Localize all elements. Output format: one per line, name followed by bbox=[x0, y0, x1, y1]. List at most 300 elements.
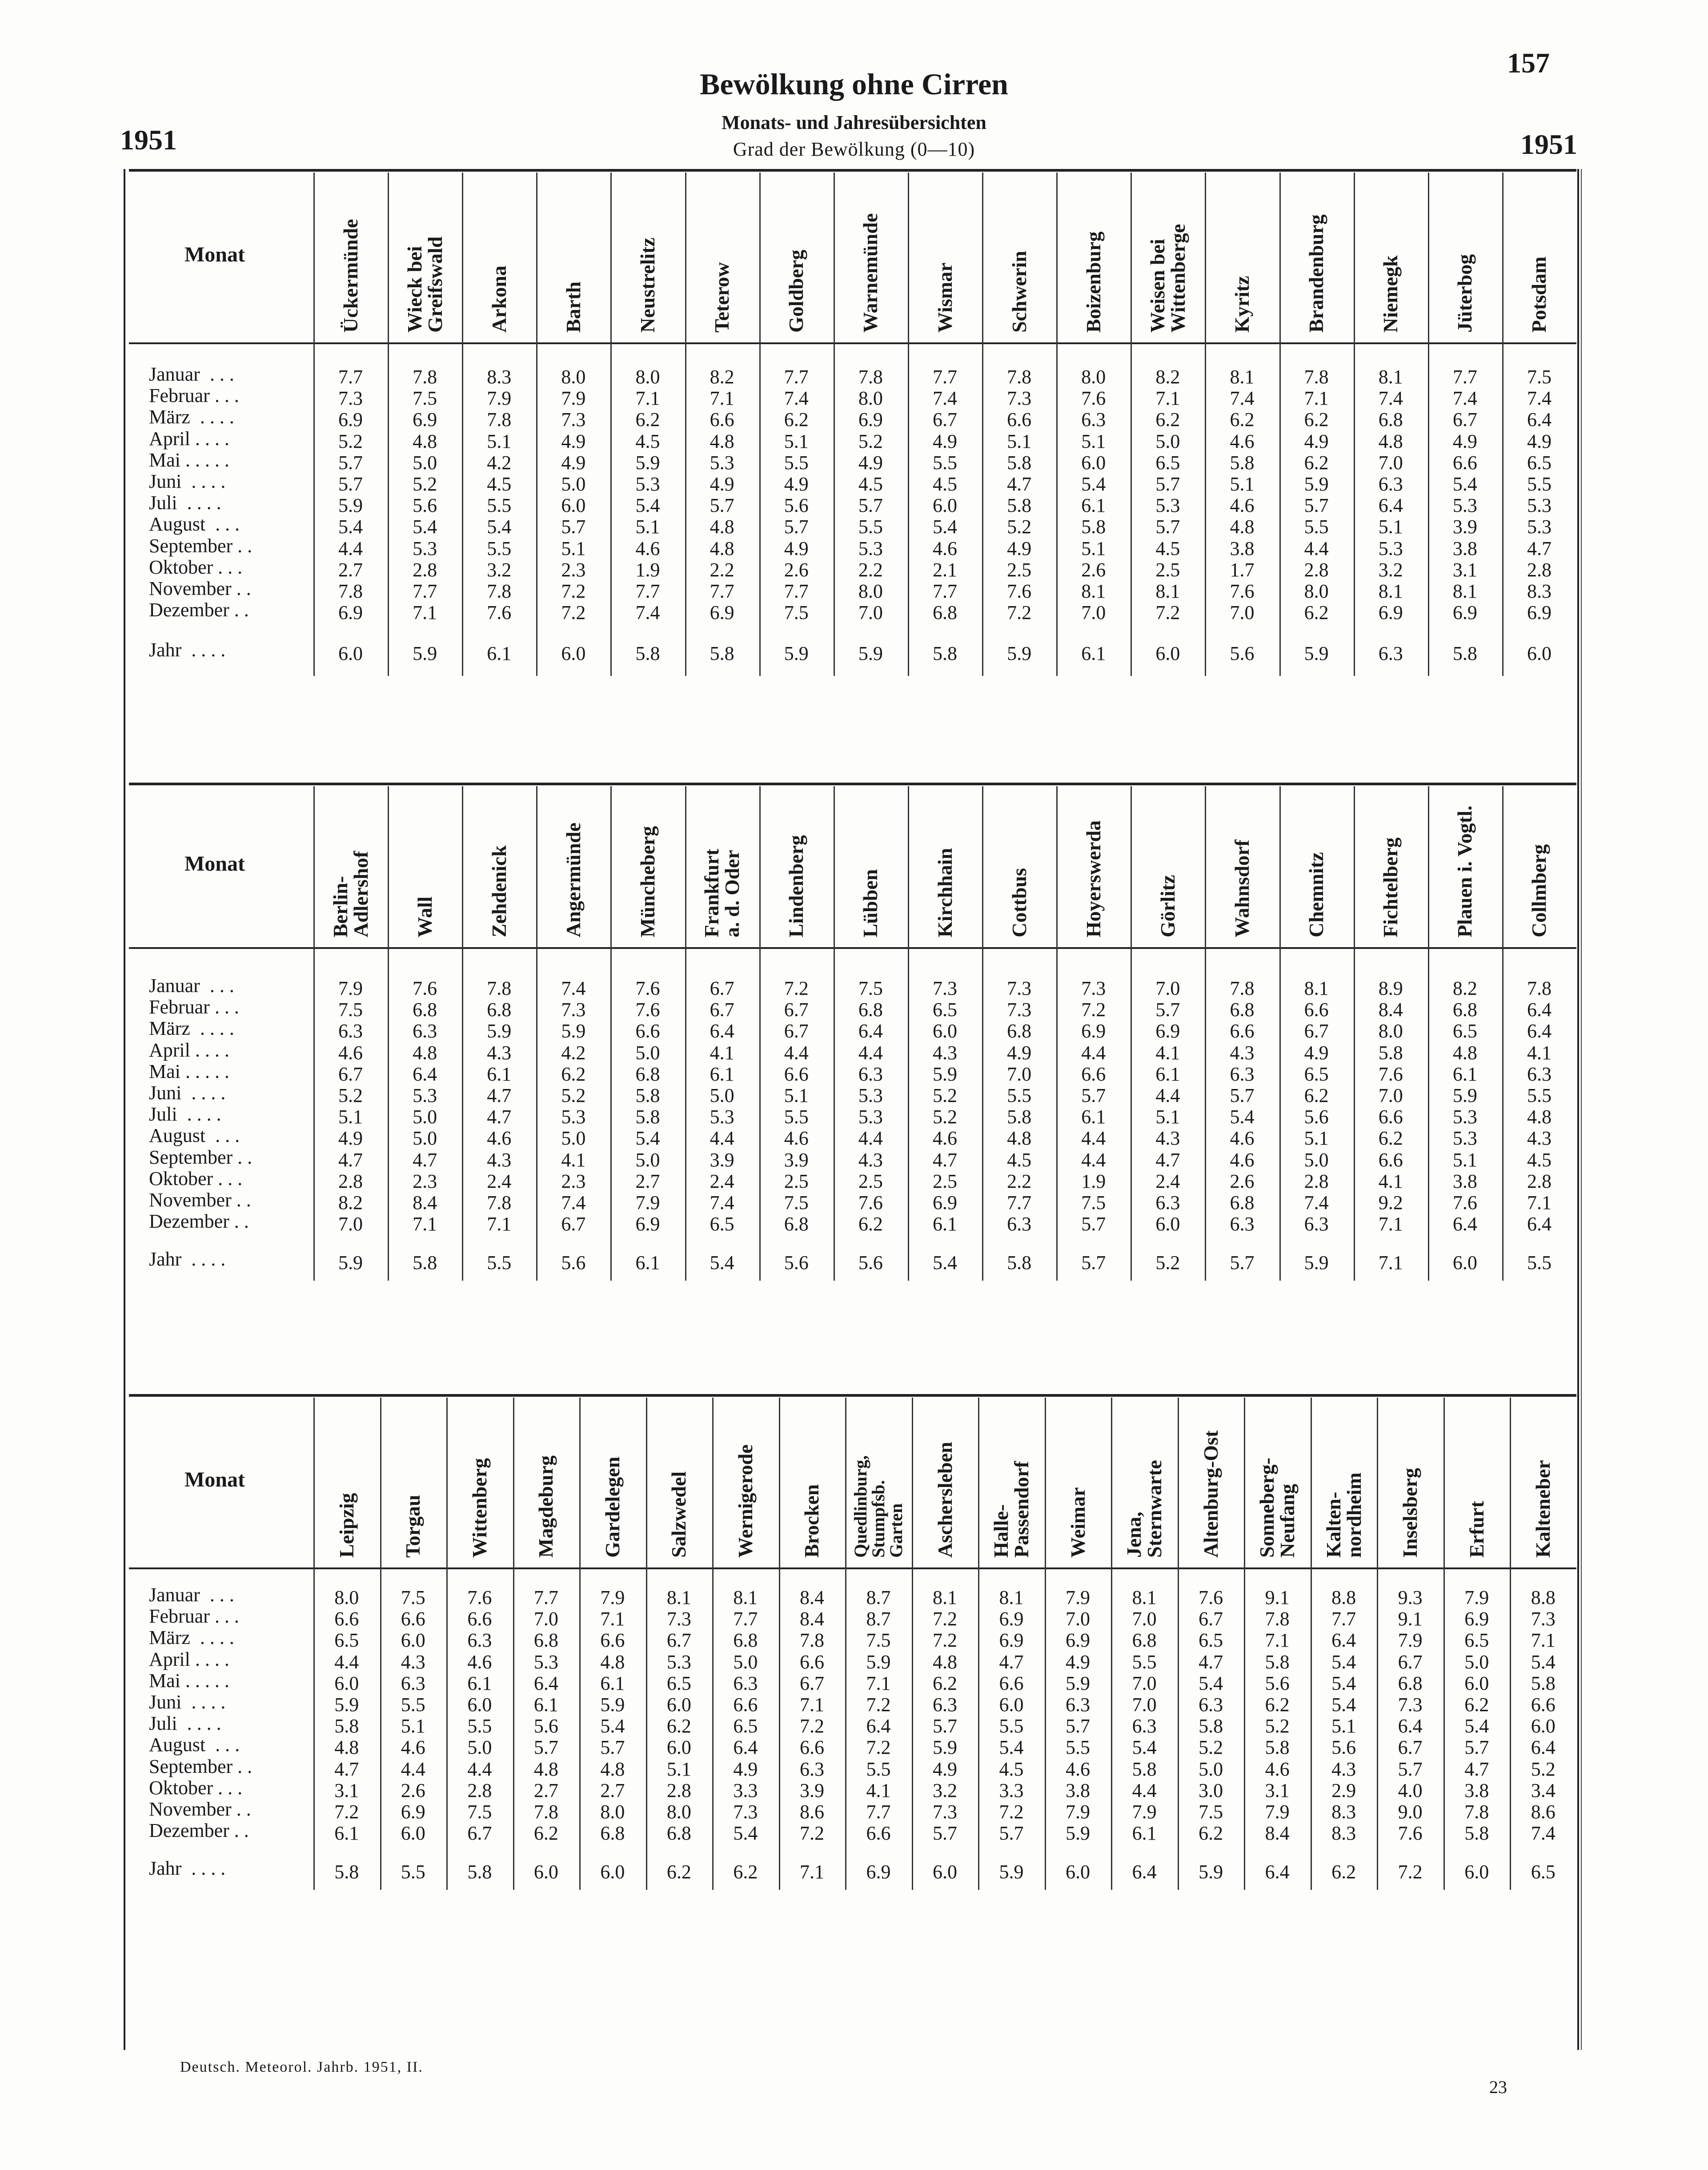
value-cell: 6.9 bbox=[1527, 602, 1552, 624]
value-cell: 2.7 bbox=[635, 1170, 660, 1192]
column-rule bbox=[759, 173, 761, 676]
value-cell: 5.9 bbox=[866, 1651, 891, 1673]
column-rule bbox=[1205, 786, 1206, 1281]
value-cell: 7.7 bbox=[933, 580, 957, 602]
value-cell: 6.7 bbox=[666, 1629, 691, 1652]
value-cell: 6.5 bbox=[1304, 1063, 1329, 1085]
value-cell: 2.1 bbox=[933, 559, 957, 581]
year-value-cell: 6.0 bbox=[338, 643, 363, 664]
value-cell: 4.4 bbox=[1132, 1779, 1157, 1801]
value-cell: 6.3 bbox=[1066, 1694, 1091, 1716]
value-cell: 6.8 bbox=[933, 602, 957, 624]
year-label: Jahr . . . . bbox=[149, 1248, 226, 1270]
value-cell: 7.8 bbox=[413, 366, 437, 388]
value-cell: 4.9 bbox=[1066, 1651, 1091, 1673]
station-header: Kalteneber bbox=[1532, 1460, 1555, 1558]
value-cell: 6.0 bbox=[401, 1822, 425, 1844]
value-cell: 7.8 bbox=[487, 1192, 512, 1214]
value-cell: 4.3 bbox=[1331, 1758, 1356, 1780]
station-header: Halle- Passendorf bbox=[990, 1461, 1033, 1558]
year-value-cell: 5.5 bbox=[487, 1252, 512, 1274]
value-cell: 7.3 bbox=[933, 977, 957, 999]
station-header: Goldberg bbox=[785, 249, 808, 333]
value-cell: 5.9 bbox=[635, 451, 660, 474]
value-cell: 6.8 bbox=[1452, 999, 1477, 1021]
frame-right-rule bbox=[1577, 169, 1579, 2050]
column-rule bbox=[446, 1398, 448, 1890]
station-header: Wittenberg bbox=[468, 1458, 491, 1558]
value-cell: 5.8 bbox=[334, 1715, 359, 1737]
month-label: Juni . . . . bbox=[149, 1082, 226, 1104]
value-cell: 5.9 bbox=[561, 1020, 586, 1042]
station-header: Wernigerode bbox=[734, 1444, 757, 1558]
value-cell: 5.6 bbox=[533, 1715, 558, 1737]
value-cell: 5.8 bbox=[635, 1106, 660, 1128]
month-label: November . . bbox=[149, 578, 251, 599]
month-label: Februar . . . bbox=[149, 1605, 239, 1628]
value-cell: 5.1 bbox=[635, 516, 660, 538]
column-rule bbox=[313, 786, 315, 1281]
value-cell: 5.4 bbox=[999, 1736, 1024, 1759]
value-cell: 6.3 bbox=[1230, 1063, 1255, 1085]
value-cell: 5.6 bbox=[413, 494, 437, 517]
year-value-cell: 5.8 bbox=[710, 643, 734, 664]
value-cell: 4.7 bbox=[1527, 537, 1552, 559]
value-cell: 4.5 bbox=[858, 473, 883, 495]
month-label: März . . . . bbox=[149, 1017, 234, 1040]
column-rule bbox=[1111, 1398, 1112, 1890]
value-cell: 7.4 bbox=[1230, 387, 1255, 410]
month-label: Juni . . . . bbox=[149, 470, 226, 492]
value-cell: 8.1 bbox=[1081, 580, 1106, 602]
value-cell: 4.3 bbox=[1155, 1127, 1180, 1149]
month-label: August . . . bbox=[149, 1734, 240, 1756]
year-value-cell: 5.9 bbox=[1007, 643, 1032, 664]
value-cell: 7.7 bbox=[413, 580, 437, 602]
value-cell: 7.5 bbox=[858, 977, 883, 999]
value-cell: 7.1 bbox=[710, 387, 734, 410]
station-header: Brandenburg bbox=[1305, 214, 1328, 333]
value-cell: 8.0 bbox=[561, 366, 586, 388]
column-rule bbox=[610, 786, 612, 1281]
year-value-cell: 6.2 bbox=[733, 1861, 758, 1883]
value-cell: 6.8 bbox=[1132, 1629, 1157, 1652]
column-rule bbox=[1354, 786, 1355, 1281]
column-rule bbox=[1131, 173, 1132, 676]
year-value-cell: 5.5 bbox=[1527, 1252, 1552, 1274]
value-cell: 6.4 bbox=[1398, 1715, 1423, 1737]
station-header: Görlitz bbox=[1156, 875, 1179, 937]
value-cell: 6.0 bbox=[1155, 1213, 1180, 1235]
value-cell: 5.5 bbox=[1007, 1085, 1032, 1106]
station-header: Boizenburg bbox=[1082, 231, 1105, 333]
column-rule bbox=[1045, 1398, 1046, 1890]
column-rule bbox=[646, 1398, 647, 1890]
month-label: September . . bbox=[149, 534, 253, 557]
year-value-cell: 6.0 bbox=[600, 1861, 625, 1883]
value-cell: 5.7 bbox=[1398, 1758, 1423, 1780]
footer-number: 23 bbox=[1489, 2077, 1507, 2097]
value-cell: 4.8 bbox=[710, 537, 734, 559]
value-cell: 4.3 bbox=[1230, 1041, 1255, 1064]
page-title: Bewölkung ohne Cirren bbox=[700, 67, 1008, 101]
value-cell: 6.5 bbox=[1464, 1629, 1489, 1652]
value-cell: 6.1 bbox=[933, 1213, 957, 1235]
value-cell: 6.0 bbox=[334, 1672, 359, 1694]
value-cell: 5.8 bbox=[1378, 1041, 1403, 1064]
scale-note: Grad der Bewölkung (0—10) bbox=[733, 138, 975, 160]
value-cell: 5.0 bbox=[1199, 1758, 1223, 1780]
value-cell: 7.2 bbox=[866, 1694, 891, 1716]
value-cell: 7.9 bbox=[1132, 1801, 1157, 1823]
value-cell: 4.4 bbox=[467, 1758, 492, 1780]
value-cell: 7.1 bbox=[413, 1213, 437, 1235]
value-cell: 7.2 bbox=[933, 1608, 957, 1630]
column-rule bbox=[908, 173, 909, 676]
value-cell: 5.9 bbox=[334, 1694, 359, 1716]
value-cell: 5.2 bbox=[338, 430, 363, 452]
value-cell: 7.2 bbox=[1155, 602, 1180, 624]
value-cell: 2.8 bbox=[413, 559, 437, 581]
value-cell: 6.9 bbox=[1081, 1020, 1106, 1042]
value-cell: 7.3 bbox=[561, 409, 586, 431]
value-cell: 5.4 bbox=[1464, 1715, 1489, 1737]
value-cell: 4.5 bbox=[635, 430, 660, 452]
value-cell: 6.6 bbox=[1081, 1063, 1106, 1085]
value-cell: 4.1 bbox=[1155, 1041, 1180, 1064]
year-value-cell: 5.8 bbox=[635, 643, 660, 664]
value-cell: 4.7 bbox=[487, 1106, 512, 1128]
value-cell: 4.4 bbox=[710, 1127, 734, 1149]
value-cell: 5.7 bbox=[1081, 1213, 1106, 1235]
value-cell: 5.1 bbox=[1081, 430, 1106, 452]
value-cell: 4.7 bbox=[338, 1149, 363, 1171]
column-rule bbox=[462, 786, 463, 1281]
value-cell: 5.1 bbox=[1007, 430, 1032, 452]
month-label: Dezember . . bbox=[149, 1820, 249, 1842]
value-cell: 2.6 bbox=[401, 1779, 425, 1801]
value-cell: 6.6 bbox=[1531, 1694, 1556, 1716]
header-bottom-rule bbox=[129, 342, 1576, 344]
value-cell: 5.8 bbox=[1081, 516, 1106, 538]
value-cell: 6.2 bbox=[1265, 1694, 1290, 1716]
month-label: Juni . . . . bbox=[149, 1691, 226, 1713]
value-cell: 6.5 bbox=[666, 1672, 691, 1694]
value-cell: 6.8 bbox=[733, 1629, 758, 1652]
value-cell: 2.8 bbox=[666, 1779, 691, 1801]
value-cell: 5.1 bbox=[1378, 516, 1403, 538]
year-value-cell: 6.0 bbox=[933, 1861, 957, 1883]
value-cell: 5.6 bbox=[1331, 1736, 1356, 1759]
value-cell: 4.8 bbox=[1452, 1041, 1477, 1064]
month-label: Dezember . . bbox=[149, 599, 249, 621]
value-cell: 6.4 bbox=[858, 1020, 883, 1042]
value-cell: 6.6 bbox=[600, 1629, 625, 1652]
value-cell: 5.7 bbox=[1155, 999, 1180, 1021]
value-cell: 2.2 bbox=[710, 559, 734, 581]
value-cell: 7.0 bbox=[1132, 1608, 1157, 1630]
column-rule bbox=[779, 1398, 780, 1890]
value-cell: 8.4 bbox=[1378, 999, 1403, 1021]
value-cell: 8.7 bbox=[866, 1608, 891, 1630]
value-cell: 7.7 bbox=[866, 1801, 891, 1823]
value-cell: 7.8 bbox=[487, 977, 512, 999]
value-cell: 7.2 bbox=[784, 977, 809, 999]
value-cell: 6.7 bbox=[1304, 1020, 1329, 1042]
value-cell: 6.1 bbox=[533, 1694, 558, 1716]
value-cell: 6.9 bbox=[1464, 1608, 1489, 1630]
value-cell: 4.9 bbox=[338, 1127, 363, 1149]
value-cell: 4.4 bbox=[858, 1041, 883, 1064]
value-cell: 6.4 bbox=[1527, 1213, 1552, 1235]
value-cell: 7.3 bbox=[733, 1801, 758, 1823]
value-cell: 6.7 bbox=[799, 1672, 824, 1694]
value-cell: 4.1 bbox=[710, 1041, 734, 1064]
value-cell: 4.7 bbox=[1155, 1149, 1180, 1171]
value-cell: 5.0 bbox=[710, 1085, 734, 1106]
value-cell: 6.7 bbox=[1199, 1608, 1223, 1630]
value-cell: 7.6 bbox=[487, 602, 512, 624]
value-cell: 5.0 bbox=[1155, 430, 1180, 452]
value-cell: 5.2 bbox=[1199, 1736, 1223, 1759]
value-cell: 6.2 bbox=[666, 1715, 691, 1737]
value-cell: 7.3 bbox=[1081, 977, 1106, 999]
value-cell: 5.4 bbox=[1199, 1672, 1223, 1694]
value-cell: 2.8 bbox=[1527, 559, 1552, 581]
value-cell: 6.5 bbox=[1199, 1629, 1223, 1652]
value-cell: 5.8 bbox=[1007, 1106, 1032, 1128]
column-rule bbox=[1131, 786, 1132, 1281]
year-value-cell: 6.0 bbox=[1452, 1252, 1477, 1274]
value-cell: 5.7 bbox=[338, 451, 363, 474]
value-cell: 8.8 bbox=[1331, 1587, 1356, 1608]
column-rule bbox=[1279, 173, 1281, 676]
value-cell: 4.1 bbox=[561, 1149, 586, 1171]
value-cell: 7.4 bbox=[1527, 387, 1552, 410]
value-cell: 7.7 bbox=[933, 366, 957, 388]
value-cell: 6.5 bbox=[933, 999, 957, 1021]
value-cell: 6.6 bbox=[635, 1020, 660, 1042]
year-value-cell: 6.2 bbox=[666, 1861, 691, 1883]
value-cell: 7.7 bbox=[338, 366, 363, 388]
value-cell: 5.5 bbox=[1132, 1651, 1157, 1673]
value-cell: 7.1 bbox=[1378, 1213, 1403, 1235]
value-cell: 6.4 bbox=[1531, 1736, 1556, 1759]
value-cell: 3.8 bbox=[1452, 537, 1477, 559]
value-cell: 4.5 bbox=[1527, 1149, 1552, 1171]
value-cell: 7.2 bbox=[1081, 999, 1106, 1021]
value-cell: 4.6 bbox=[933, 1127, 957, 1149]
value-cell: 5.5 bbox=[933, 451, 957, 474]
value-cell: 1.7 bbox=[1230, 559, 1255, 581]
value-cell: 5.3 bbox=[1452, 494, 1477, 517]
value-cell: 7.2 bbox=[799, 1822, 824, 1844]
value-cell: 5.3 bbox=[858, 537, 883, 559]
value-cell: 5.0 bbox=[413, 1106, 437, 1128]
value-cell: 6.3 bbox=[1007, 1213, 1032, 1235]
value-cell: 8.3 bbox=[1331, 1801, 1356, 1823]
year-value-cell: 7.2 bbox=[1398, 1861, 1423, 1883]
value-cell: 6.9 bbox=[1155, 1020, 1180, 1042]
value-cell: 5.9 bbox=[933, 1736, 957, 1759]
value-cell: 6.4 bbox=[733, 1736, 758, 1759]
value-cell: 4.6 bbox=[338, 1041, 363, 1064]
value-cell: 6.1 bbox=[1132, 1822, 1157, 1844]
value-cell: 5.4 bbox=[413, 516, 437, 538]
month-label: Februar . . . bbox=[149, 996, 239, 1018]
value-cell: 2.8 bbox=[1304, 1170, 1329, 1192]
value-cell: 7.3 bbox=[666, 1608, 691, 1630]
value-cell: 4.9 bbox=[1527, 430, 1552, 452]
value-cell: 6.0 bbox=[1531, 1715, 1556, 1737]
year-value-cell: 6.0 bbox=[1155, 643, 1180, 664]
value-cell: 4.9 bbox=[1007, 537, 1032, 559]
value-cell: 5.4 bbox=[600, 1715, 625, 1737]
column-rule bbox=[579, 1398, 581, 1890]
value-cell: 5.4 bbox=[338, 516, 363, 538]
station-header: Arkona bbox=[487, 265, 510, 333]
station-header: Zehdenick bbox=[487, 845, 510, 937]
value-cell: 6.2 bbox=[1155, 409, 1180, 431]
station-header: Angermünde bbox=[561, 822, 585, 937]
value-cell: 4.4 bbox=[401, 1758, 425, 1780]
value-cell: 4.4 bbox=[784, 1041, 809, 1064]
value-cell: 4.7 bbox=[334, 1758, 359, 1780]
value-cell: 6.3 bbox=[858, 1063, 883, 1085]
value-cell: 3.0 bbox=[1199, 1779, 1223, 1801]
column-rule bbox=[513, 1398, 514, 1890]
value-cell: 3.9 bbox=[784, 1149, 809, 1171]
month-label: Oktober . . . bbox=[149, 1776, 243, 1799]
value-cell: 6.1 bbox=[467, 1672, 492, 1694]
value-cell: 6.4 bbox=[413, 1063, 437, 1085]
column-rule bbox=[1205, 173, 1206, 676]
value-cell: 6.6 bbox=[1378, 1106, 1403, 1128]
value-cell: 2.4 bbox=[1155, 1170, 1180, 1192]
month-label: Januar . . . bbox=[149, 1584, 234, 1606]
value-cell: 6.8 bbox=[600, 1822, 625, 1844]
value-cell: 4.0 bbox=[1398, 1779, 1423, 1801]
value-cell: 7.5 bbox=[338, 999, 363, 1021]
year-value-cell: 5.9 bbox=[338, 1252, 363, 1274]
value-cell: 6.8 bbox=[635, 1063, 660, 1085]
column-rule bbox=[536, 173, 537, 676]
value-cell: 8.4 bbox=[799, 1587, 824, 1608]
value-cell: 5.9 bbox=[487, 1020, 512, 1042]
value-cell: 6.8 bbox=[413, 999, 437, 1021]
value-cell: 7.6 bbox=[635, 999, 660, 1021]
value-cell: 8.1 bbox=[1378, 366, 1403, 388]
value-cell: 7.6 bbox=[1007, 580, 1032, 602]
station-header: Wismar bbox=[933, 262, 956, 333]
station-header: Hoyerswerda bbox=[1082, 820, 1105, 937]
value-cell: 6.9 bbox=[1452, 602, 1477, 624]
column-rule bbox=[685, 173, 686, 676]
value-cell: 3.9 bbox=[799, 1779, 824, 1801]
value-cell: 6.9 bbox=[999, 1608, 1024, 1630]
year-value-cell: 6.0 bbox=[561, 643, 586, 664]
value-cell: 7.7 bbox=[784, 580, 809, 602]
station-header: Jena, Sternwarte bbox=[1123, 1460, 1166, 1558]
value-cell: 5.3 bbox=[710, 1106, 734, 1128]
value-cell: 6.9 bbox=[1378, 602, 1403, 624]
year-value-cell: 5.8 bbox=[413, 1252, 437, 1274]
value-cell: 7.8 bbox=[1007, 366, 1032, 388]
value-cell: 4.8 bbox=[600, 1651, 625, 1673]
value-cell: 7.6 bbox=[1378, 1063, 1403, 1085]
value-cell: 6.9 bbox=[635, 1213, 660, 1235]
year-value-cell: 5.6 bbox=[784, 1252, 809, 1274]
value-cell: 4.9 bbox=[561, 430, 586, 452]
value-cell: 8.1 bbox=[999, 1587, 1024, 1608]
value-cell: 7.4 bbox=[784, 387, 809, 410]
station-header: Neustrelitz bbox=[636, 237, 659, 333]
value-cell: 5.6 bbox=[784, 494, 809, 517]
value-cell: 7.0 bbox=[338, 1213, 363, 1235]
value-cell: 5.7 bbox=[1304, 494, 1329, 517]
value-cell: 7.5 bbox=[401, 1587, 425, 1608]
month-label: Juli . . . . bbox=[149, 1712, 221, 1735]
value-cell: 7.8 bbox=[799, 1629, 824, 1652]
month-label: April . . . . bbox=[149, 1039, 229, 1061]
value-cell: 7.7 bbox=[635, 580, 660, 602]
value-cell: 7.3 bbox=[1007, 387, 1032, 410]
year-value-cell: 5.6 bbox=[561, 1252, 586, 1274]
value-cell: 4.9 bbox=[784, 537, 809, 559]
value-cell: 7.4 bbox=[1452, 387, 1477, 410]
value-cell: 5.8 bbox=[1132, 1758, 1157, 1780]
value-cell: 7.3 bbox=[933, 1801, 957, 1823]
value-cell: 7.1 bbox=[1155, 387, 1180, 410]
value-cell: 4.9 bbox=[733, 1758, 758, 1780]
value-cell: 4.8 bbox=[1378, 430, 1403, 452]
station-header: Sonneberg- Neufang bbox=[1255, 1458, 1299, 1558]
value-cell: 5.1 bbox=[401, 1715, 425, 1737]
value-cell: 4.8 bbox=[710, 516, 734, 538]
value-cell: 7.6 bbox=[635, 977, 660, 999]
value-cell: 5.3 bbox=[413, 537, 437, 559]
value-cell: 7.6 bbox=[1081, 387, 1106, 410]
value-cell: 7.0 bbox=[1132, 1672, 1157, 1694]
value-cell: 5.2 bbox=[1265, 1715, 1290, 1737]
column-rule bbox=[982, 173, 983, 676]
value-cell: 7.7 bbox=[1007, 1192, 1032, 1214]
value-cell: 9.0 bbox=[1398, 1801, 1423, 1823]
value-cell: 5.8 bbox=[1007, 451, 1032, 474]
value-cell: 8.0 bbox=[1081, 366, 1106, 388]
value-cell: 4.6 bbox=[1230, 430, 1255, 452]
value-cell: 7.4 bbox=[1531, 1822, 1556, 1844]
value-cell: 5.1 bbox=[1230, 473, 1255, 495]
column-rule bbox=[1178, 1398, 1179, 1890]
station-header: Fichtelberg bbox=[1379, 837, 1402, 937]
value-cell: 5.7 bbox=[1230, 1085, 1255, 1106]
value-cell: 5.9 bbox=[933, 1063, 957, 1085]
value-cell: 5.5 bbox=[784, 451, 809, 474]
column-rule bbox=[1056, 786, 1058, 1281]
value-cell: 5.4 bbox=[1331, 1651, 1356, 1673]
value-cell: 5.8 bbox=[1464, 1822, 1489, 1844]
value-cell: 6.2 bbox=[1304, 1085, 1329, 1106]
value-cell: 6.9 bbox=[338, 602, 363, 624]
station-header: Kirchhain bbox=[933, 848, 956, 937]
column-rule bbox=[1428, 173, 1429, 676]
value-cell: 5.0 bbox=[413, 1127, 437, 1149]
value-cell: 7.2 bbox=[999, 1801, 1024, 1823]
value-cell: 6.6 bbox=[1230, 1020, 1255, 1042]
value-cell: 6.4 bbox=[1527, 409, 1552, 431]
value-cell: 6.3 bbox=[401, 1672, 425, 1694]
